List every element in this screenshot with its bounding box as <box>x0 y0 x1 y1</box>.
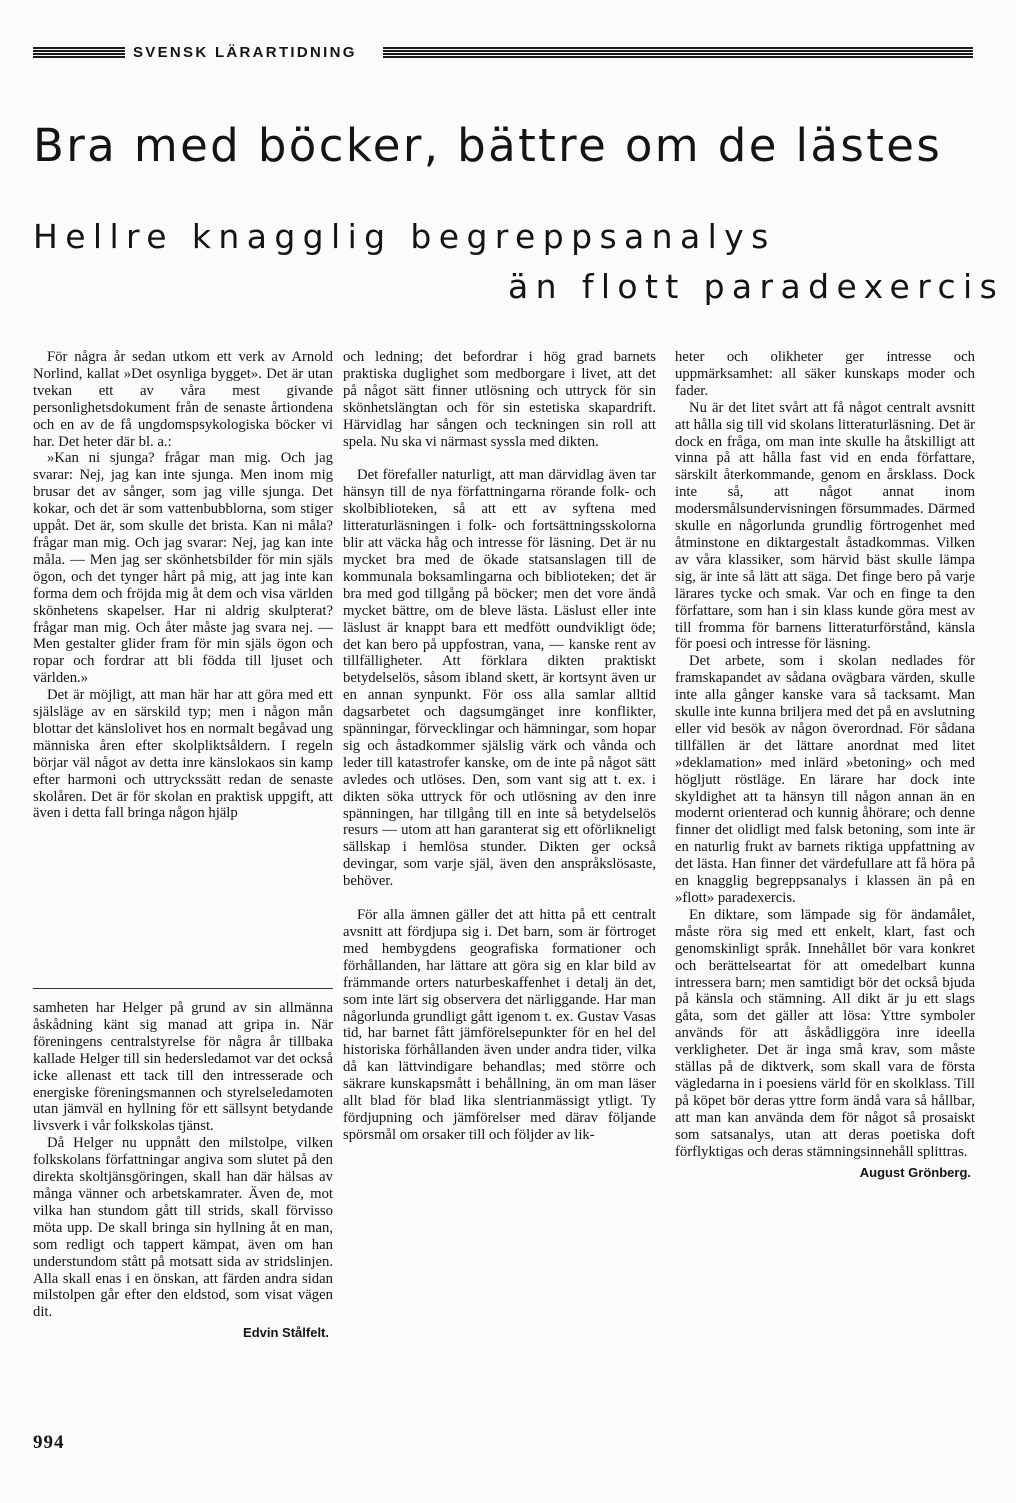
signature-august-gronberg: August Grönberg. <box>859 1164 971 1180</box>
masthead-title: SVENSK LÄRARTIDNING <box>133 44 357 61</box>
paragraph: En diktare, som lämpade sig för ändamålet, måste röra sig med ett enkelt, klart, fast och genomskinligt språk. Innehållet bör vara konkret och berättelseartat för att omedelbart kunna intressera barn; men samtidigt bör det också bjuda på känsla och stämning. All dikt är ju ett slags gåta, som det gäller att lösa: Yttre symboler används för att åskådliggöra inre ideella verkligheter. Det är inga små krav, som måste ställas på de diktverk, som skall vara de första vägledarna in i poesiens värld för en skolklass. Till på köpet bör deras yttre form ändå vara så hållbar, att man kan använda dem för något så prosaiskt som satsanalys, utan att deras poetiska doft förflyktigas och deras stämningsinnehåll splittras. <box>675 906 975 1160</box>
paragraph: För alla ämnen gäller det att hitta på ett centralt avsnitt att fördjupa sig i. Det barn, som är förtroget med hembygdens geografiska formationer och förhållanden, har lättare att göra sig en klar bild av främmande orters naturbeskaffenhet i detalj än det, som inte lärt sig observera det närliggande. Har man någorlunda grundligt gått igenom t. ex. Gustav Vasas tid, har barnet fått jämförelsepunkter för en hel del historiska förhållanden även under andra tider, vilka då kan lättvindigare behandlas; med större och säkrare kunskapsmått i behållning, än om man läser allt blad för blad lika slentrianmässigt ytligt. Ty fördjupning och jämförelser med därav följande spörsmål om orsaker till och följder av lik- <box>343 907 656 1143</box>
masthead-rule-left <box>33 47 125 58</box>
masthead <box>33 42 973 64</box>
article-headline: Bra med böcker, bättre om de lästes <box>33 119 943 172</box>
column-2 <box>343 349 656 1144</box>
paragraph: Nu är det litet svårt att få något centralt avsnitt att hålla sig till vid skolans litteraturläsning. Det är dock en fråga, om man inte skulle ha åtskilligt att vinna på att hålla fast vid en enda författare, särskilt återkommande, genom en årsklass. Dock inte så, att något annat inom modersmålsundervisningen försummades. Därmed skulle en någorlunda grundlig förtrogenhet med åtminstone en diktargestalt åstadkommas. Vilken av våra klassiker, som härvid bäst skulle lämpa sig, är inte så lätt att säga. Det finge bero på varje lärares tycke och smak. Var och en finge ta den författare, som han i sin klass kunde göra mest av till fromma för barnens litteraturförstånd, känsla för poesi och intresse för läsning. <box>675 399 975 653</box>
paragraph: »Kan ni sjunga? frågar man mig. Och jag svarar: Nej, jag kan inte sjunga. Men inom mig brusar det av sånger, som jag ville sjunga. Det kokar, och det är som vattenbubblorna, som stiger uppåt. Det är, som skulle det brista. Kan ni måla? frågar man mig. Och jag svarar: Nej, jag kan inte måla. — Men jag ser skönhetsbilder för min själs ögon, och det tynger hårt på mig, att jag inte kan forma dem och fröjda mig åt dem och visa världen skönhetens skapelser. Har ni aldrig skulpterat? frågar man mig. Och åter måste jag svara nej. — Men gestalter glider fram för min själs ögon och ropar och fordrar att bli födda till ljuset och världen.» <box>33 450 333 687</box>
column-1-bottom <box>33 1000 333 1342</box>
page-number: 994 <box>33 1432 65 1453</box>
article-subheading-line1: Hellre knagglig begreppsanalys <box>33 217 776 256</box>
article-subheading-line2: än flott paradexercis <box>508 267 1005 306</box>
column-1-top <box>33 349 333 822</box>
paragraph: samheten har Helger på grund av sin allmänna åskådning känt sig manad att gripa in. När föreningens centralstyrelse för några år tillbaka kallade Helger till sin hedersledamot var det också icke allenast ett tack till den intresserade och energiske föreningsmannen och styrelseledamoten utan jämväl en hyllning för ett sällsynt betydande livsverk i vår folkskolas tjänst. <box>33 1000 333 1135</box>
masthead-rule-right <box>383 47 973 58</box>
paragraph: Det är möjligt, att man här har att göra med ett själsläge av en särskild typ; men i någon mån blottar det känslolivet hos en normalt begåvad ung människa åren efter skolpliktsåldern. I regeln börjar väl något av detta inre känslokaos sin kamp efter harmoni och uttryckssätt redan de senaste skolåren. Det är för skolan en praktisk uppgift, att även i detta fall bringa någon hjälp <box>33 687 333 822</box>
column-3 <box>675 349 975 1181</box>
paragraph: Det förefaller naturligt, att man därvidlag även tar hänsyn till de nya författningarna rörande folk- och skolbiblioteken, så att ett av syftena med litteraturläsningen i folk- och fortsättningsskolorna blir att väcka håg och intresse för läsning. Det är nu mycket bra med de ökade statsanslagen till de kommunala boksamlingarna och biblioteken; det är bra med god tillgång på böcker; men det vore ändå mycket bättre, om de bleve lästa. Läslust eller inte läslust är knappt bara ett medfött oundvikligt öde; det kan bero på uppfostran, vana, — kanske rent av tillfälligheter. Att förklara dikten praktiskt betydelselös, såsom ibland skett, är kortsynt även ur en annan synpunkt. För oss alla samlar alltid dagsarbetet och dagsumgänget inre konflikter, spänningar, förvecklingar och hämningar, som hopar sig och åstadkommer själslig värk och vånda och leder till katastrofer kanske, om de inte på något sätt avledes och utlöses. Den, som vant sig att t. ex. i dikten söka uttryck för och utlösning av den inre spänningen, har tillgång till en inte så betydelselös resurs — utom att han garanterat sig ett oförlikneligt sällskap i hemlösa stunder. Dikten ger också devingar, som varje själ, även den anspråkslösaste, behöver. <box>343 467 656 890</box>
paragraph: Då Helger nu uppnått den milstolpe, vilken folkskolans författningar angiva som slutet på den direkta skoltjänsgöringen, skall han där hälsas av många vänner och arbetskamrater. Även de, mot vilka han stundom gått till strids, skall förvisso möta upp. De skall bringa sin hyllning åt en man, som redligt och tappert kämpat, även om han understundom stått på motsatt sida av stridslinjen. Alla skall enas i en önskan, att färden andra sidan milstolpen går efter den eldstod, som visat vägen dit. <box>33 1135 333 1321</box>
paragraph: och ledning; det befordrar i hög grad barnets praktiska duglighet som medborgare i livet, att det på något sätt finner utlösning och uttryck för sin skönhetslängtan och för sin estetiska skapardrift. Härvidlag har sången och teckningen sin roll att spela. Nu ska vi närmast syssla med dikten. <box>343 349 656 450</box>
signature-edvin-stalfelt: Edvin Stålfelt. <box>243 1325 329 1341</box>
paragraph: För några år sedan utkom ett verk av Arnold Norlind, kallat »Det osynliga bygget». Det är utan tvekan ett av våra mest givande personlighetsdokument från de senaste årtiondena och en av de få ungdomspsykologiska böcker vi har. Det heter där bl. a.: <box>33 349 333 450</box>
column-divider <box>33 988 333 989</box>
paragraph: Det arbete, som i skolan nedlades för framskapandet av sådana ovägbara värden, skulle inte alla gånger kanske vara så tacksamt. Man skulle inte kunna briljera med det på en avslutning eller vid besök av någon överordnad. För sådana tillfällen är det lättare anordnat med litet »deklamation» med inlärd »betoning» och med högljutt röstläge. En lärare har dock inte skyldighet att ta hänsyn till någon annan än en modernt orienterad och kunnig åhörare; och denne finner det olidligt med falsk betoning, som inte är en naturlig frukt av barnets riktiga uppfattning av det lästa. Han finner det värdefullare att få höra på en knagglig begreppsanalys i klassen än på en »flott» paradexercis. <box>675 653 975 906</box>
paragraph: heter och olikheter ger intresse och uppmärksamhet: all säker kunskaps moder och fader. <box>675 349 975 399</box>
